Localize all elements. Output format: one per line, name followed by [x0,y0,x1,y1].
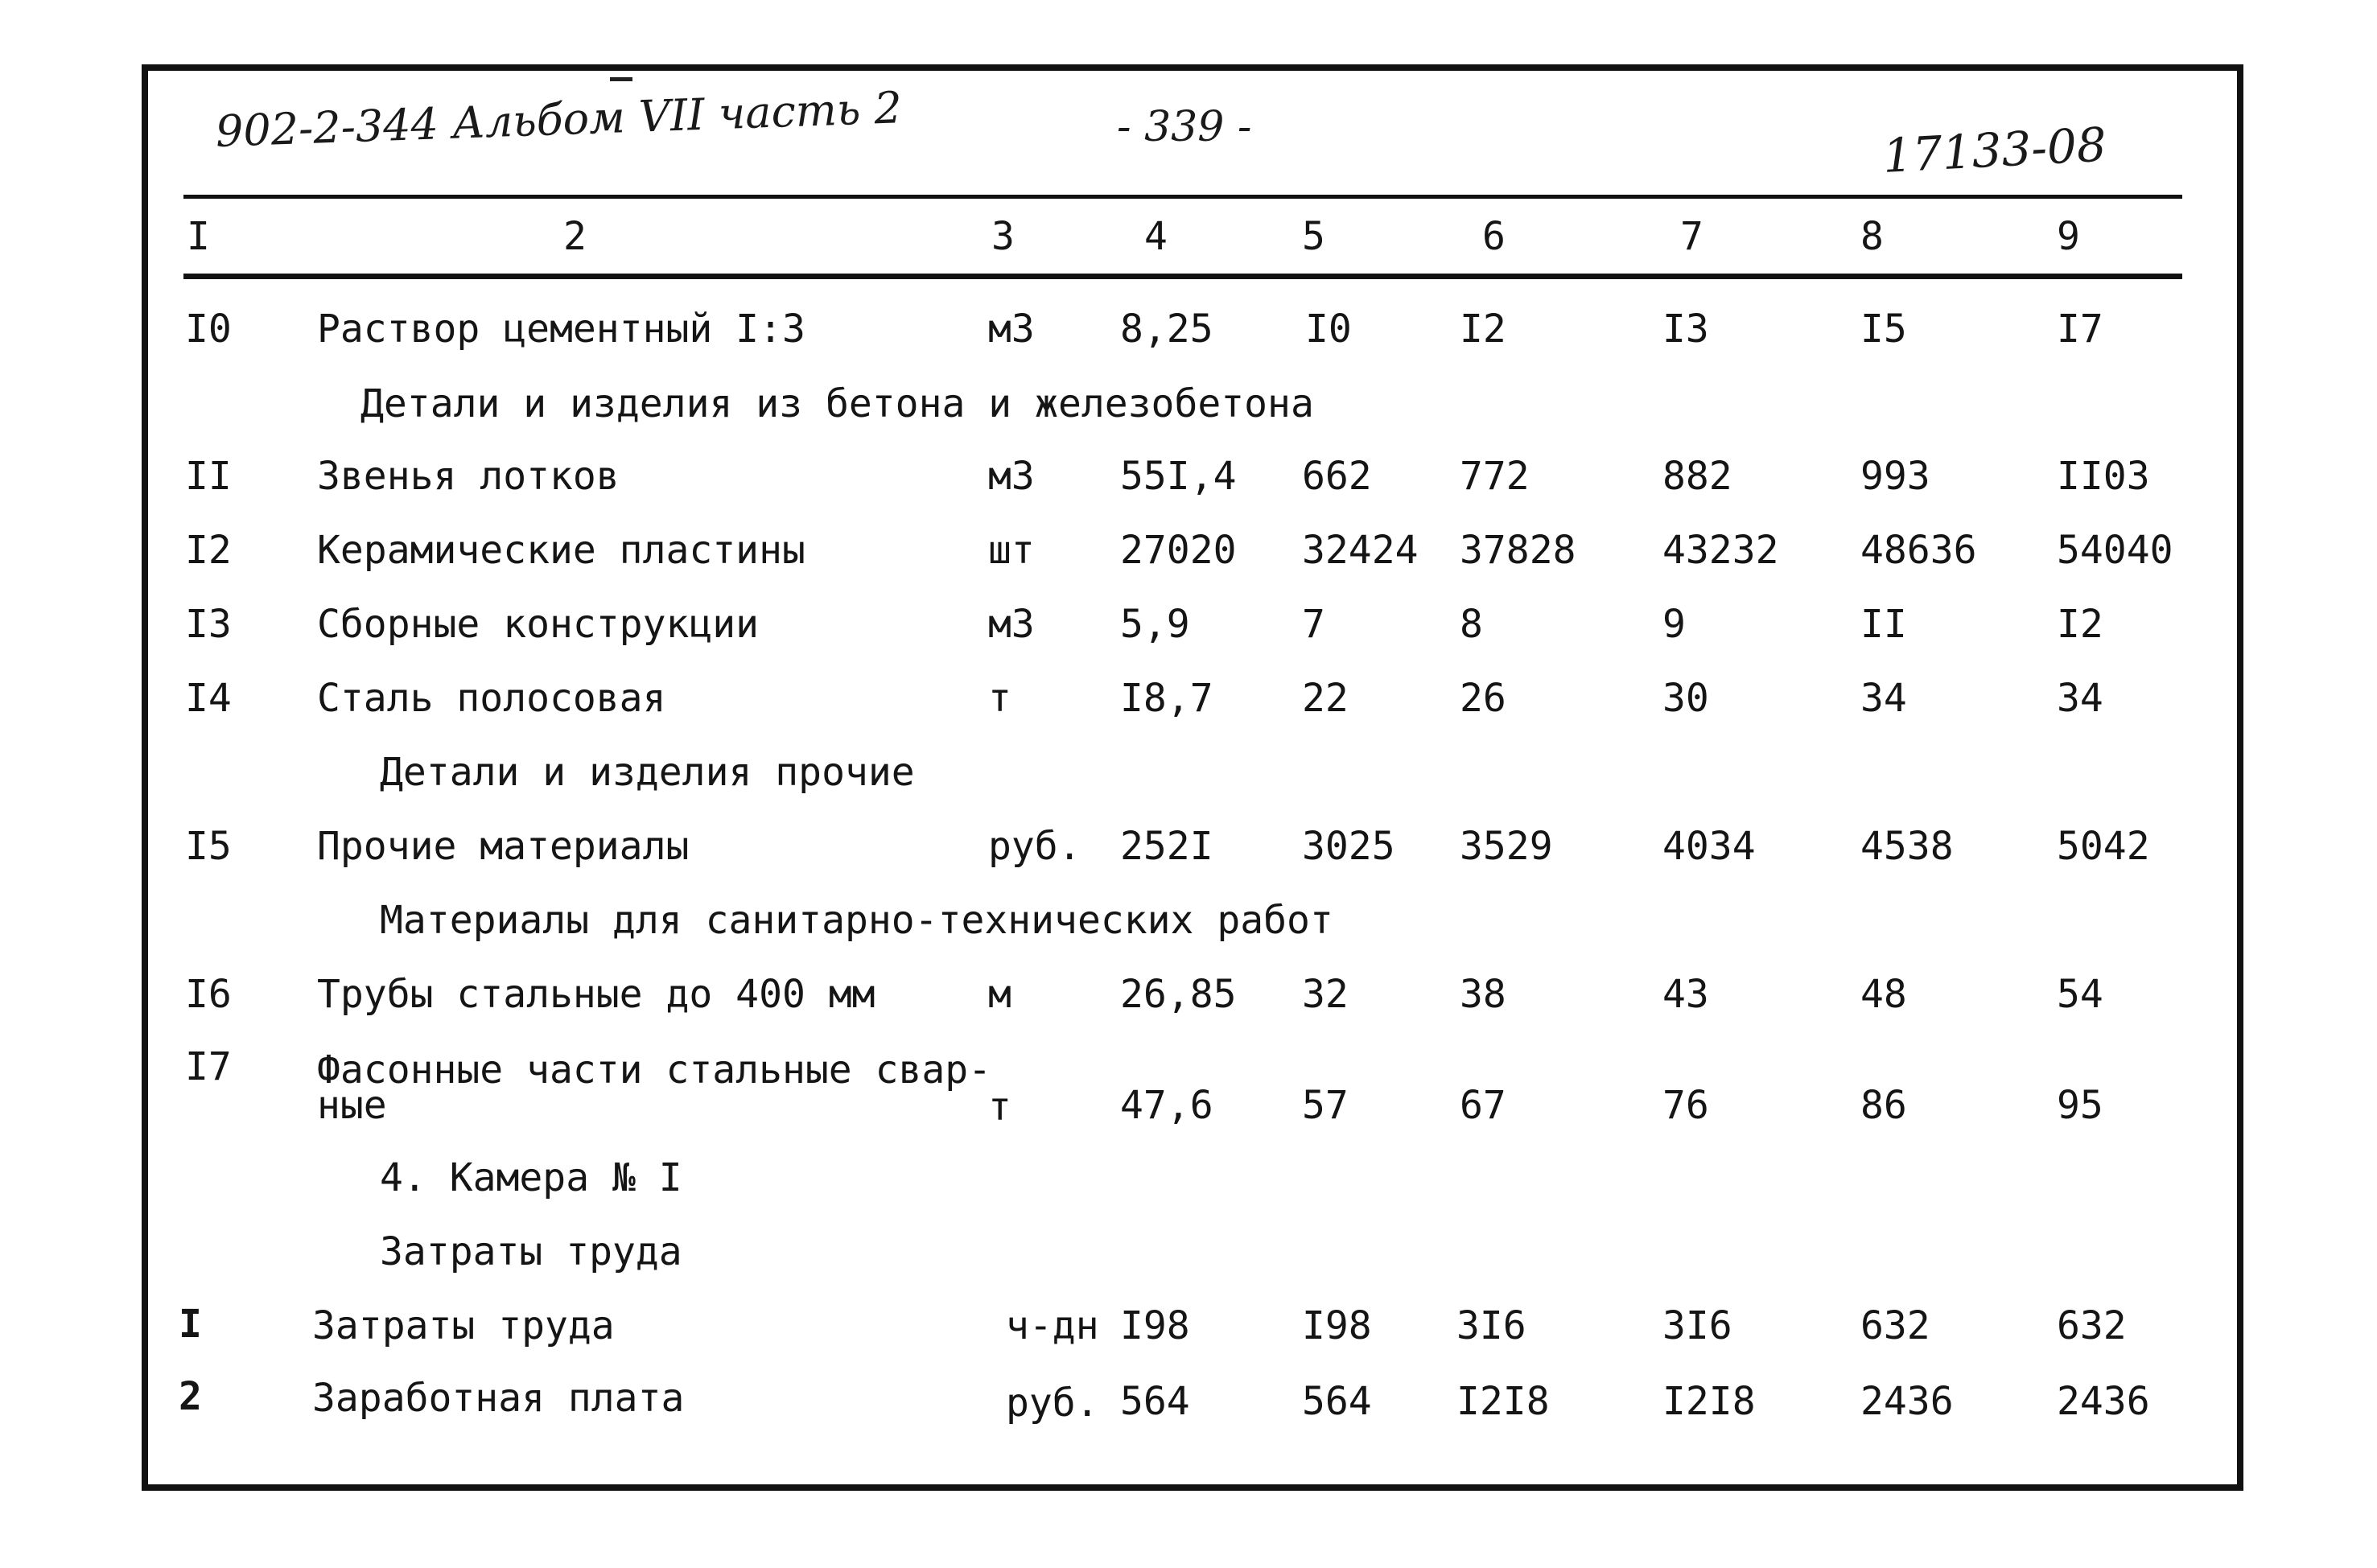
section-heading: 4. Камера № I [380,1155,682,1200]
row-number: I3 [185,602,232,647]
section-heading: Детали и изделия прочие [380,750,915,795]
row-number: I7 [185,1044,232,1089]
row-name: Заработная плата [312,1376,685,1421]
row-name: Керамические пластины [317,528,805,573]
album-reference: 902-2-344 Альбом VII часть 2 [214,82,903,157]
row-number: II [185,454,232,499]
row-value-8: 48 [1860,972,1907,1017]
row-value-9: 632 [2057,1303,2127,1348]
row-value-8: 48636 [1860,528,1977,573]
row-value-4: 27020 [1120,528,1237,573]
row-name: Раствор цементный I:3 [317,307,805,352]
row-value-9: 95 [2057,1083,2103,1128]
row-value-8: I5 [1860,307,1907,352]
document-code: 17133-08 [1881,117,2108,183]
row-number: I4 [185,676,232,721]
row-value-4: I8,7 [1120,676,1213,721]
row-value-6: 67 [1460,1083,1506,1128]
row-unit: т [988,676,1011,721]
row-unit: м3 [988,307,1035,352]
col-header-8: 8 [1860,214,1884,259]
row-value-8: 4538 [1860,824,1954,869]
row-value-7: I2I8 [1662,1379,1756,1424]
row-name: Звенья лотков [317,454,620,499]
row-name: Трубы стальные до 400 мм [317,972,875,1017]
row-name: Сталь полосовая [317,676,666,721]
row-value-9: 5042 [2057,824,2150,869]
row-number: I2 [185,528,232,573]
row-name: Сборные конструкции [317,602,760,647]
row-value-6: 26 [1460,676,1506,721]
row-value-6: 3I6 [1456,1303,1526,1348]
col-header-9: 9 [2057,214,2080,259]
row-name-continuation: ные [317,1083,387,1128]
row-value-7: 4034 [1662,824,1756,869]
row-value-9: 54040 [2057,528,2173,573]
row-unit: т [988,1084,1011,1130]
row-value-4: 55I,4 [1120,454,1237,499]
row-value-8: 632 [1860,1303,1930,1348]
row-value-7: 43232 [1662,528,1779,573]
row-value-8: 993 [1860,454,1930,499]
row-value-5: 22 [1302,676,1349,721]
row-value-7: 76 [1662,1083,1709,1128]
row-value-5: 57 [1302,1083,1349,1128]
row-value-5: I0 [1305,307,1352,352]
row-value-6: 37828 [1460,528,1576,573]
row-value-5: 3025 [1302,824,1395,869]
row-unit: м [988,972,1011,1017]
row-value-7: 882 [1662,454,1732,499]
col-header-2: 2 [563,214,587,259]
section-heading: Детали и изделия из бетона и железобетона [360,381,1314,426]
row-value-4: 26,85 [1120,972,1237,1017]
row-value-8: II [1860,602,1907,647]
header-top-rule [183,195,2182,199]
row-value-4: 8,25 [1120,307,1213,352]
row-value-6: 772 [1460,454,1530,499]
row-unit: руб. [1006,1381,1099,1426]
row-number: I [179,1302,202,1347]
section-heading: Материалы для санитарно-технических работ [380,898,1333,943]
row-value-7: 43 [1662,972,1709,1017]
row-value-4: I98 [1120,1303,1190,1348]
row-value-9: 2436 [2057,1379,2150,1424]
row-value-5: I98 [1302,1303,1372,1348]
row-value-6: 38 [1460,972,1506,1017]
page-number: - 339 - [1117,103,1252,151]
row-value-9: I7 [2057,307,2103,352]
row-value-5: 662 [1302,454,1372,499]
row-name: Фасонные части стальные свар- [317,1047,992,1093]
row-value-8: 86 [1860,1083,1907,1128]
col-header-7: 7 [1680,214,1703,259]
row-unit: м3 [988,602,1035,647]
row-name: Прочие материалы [317,824,690,869]
handwritten-mark [610,77,632,81]
row-value-5: 32424 [1302,528,1419,573]
row-value-8: 34 [1860,676,1907,721]
row-value-8: 2436 [1860,1379,1954,1424]
row-value-6: I2 [1460,307,1506,352]
row-unit: м3 [988,454,1035,499]
row-unit: руб. [988,824,1081,869]
row-value-7: 30 [1662,676,1709,721]
col-header-3: 3 [991,214,1015,259]
row-name: Затраты труда [312,1303,615,1348]
col-header-5: 5 [1302,214,1325,259]
row-value-7: 9 [1662,602,1686,647]
row-value-6: 3529 [1460,824,1553,869]
row-value-4: 5,9 [1120,602,1190,647]
row-value-9: 34 [2057,676,2103,721]
row-value-5: 32 [1302,972,1349,1017]
row-value-5: 7 [1302,602,1325,647]
row-value-4: 564 [1120,1379,1190,1424]
row-number: I5 [185,824,232,869]
row-value-9: 54 [2057,972,2103,1017]
header-bottom-rule [183,274,2182,279]
row-value-4: 47,6 [1120,1083,1213,1128]
row-value-4: 252I [1120,824,1213,869]
row-value-6: 8 [1460,602,1483,647]
row-value-6: I2I8 [1456,1379,1550,1424]
row-unit: шт [988,528,1035,573]
row-value-9: I2 [2057,602,2103,647]
row-value-5: 564 [1302,1379,1372,1424]
row-unit: ч-дн [1006,1303,1099,1348]
row-value-7: 3I6 [1662,1303,1732,1348]
section-heading: Затраты труда [380,1229,682,1274]
row-value-7: I3 [1662,307,1709,352]
row-number: I0 [185,307,232,352]
col-header-6: 6 [1482,214,1506,259]
row-number: 2 [179,1374,202,1419]
col-header-4: 4 [1144,214,1168,259]
col-header-1: I [187,214,210,259]
row-value-9: II03 [2057,454,2150,499]
row-number: I6 [185,972,232,1017]
